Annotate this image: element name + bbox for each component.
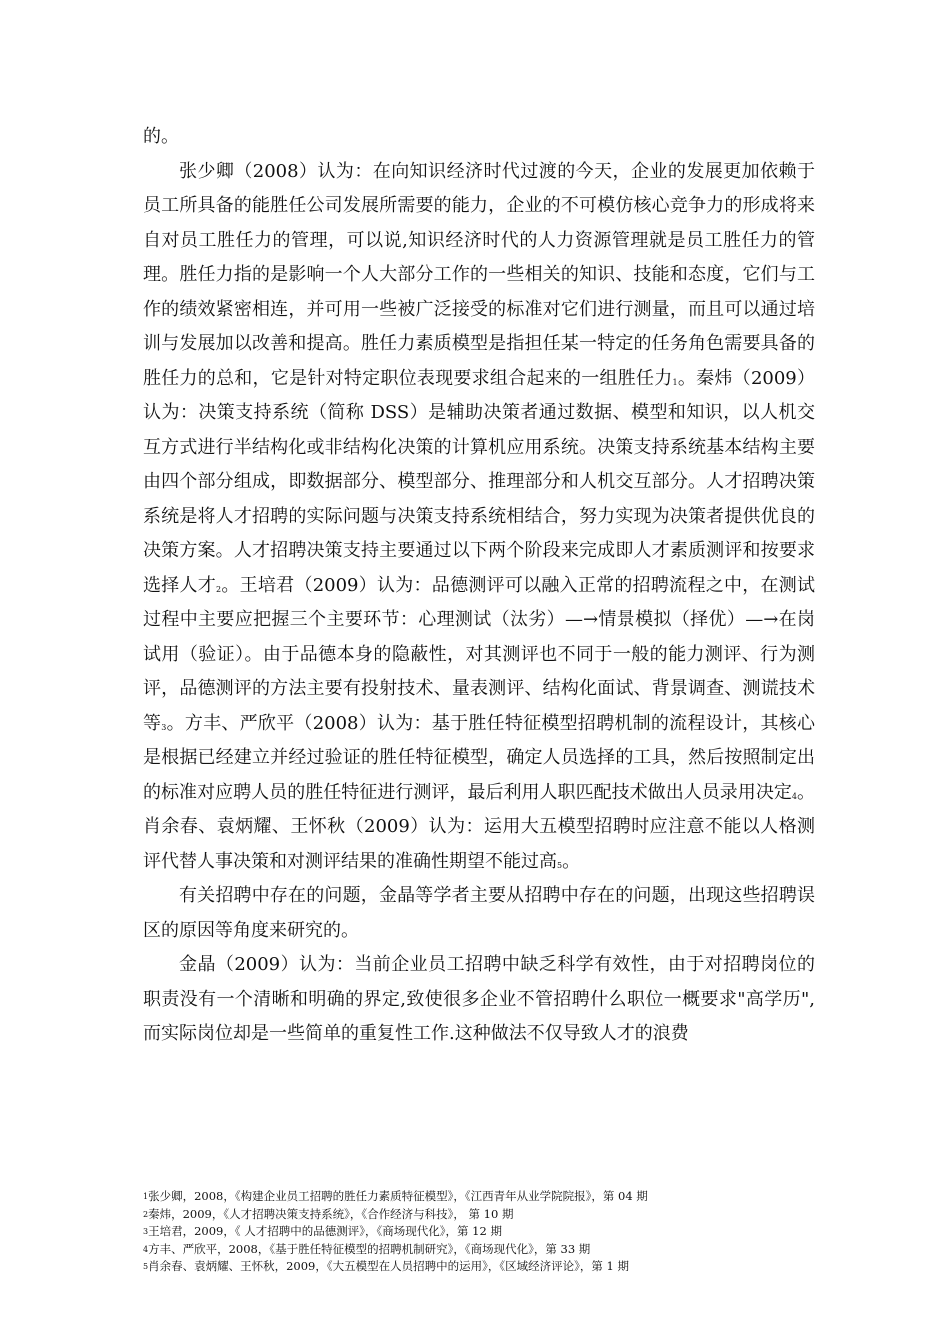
paragraph-problems-intro: 有关招聘中存在的问题，金晶等学者主要从招聘中存在的问题，出现这些招聘误区的原因等角度来研究的。 [143,885,815,941]
text-segment: 。王培君（2009）认为：品德测评可以融入正常的招聘流程之中，在测试过程中主要应把握三个主要环节：心理测试（汰劣）—→情景模拟（择优）—→在岗试用（验证）。由于品德本身的隐蔽性，对其测评也不同于一般的能力测评、行为测评，品德测评的方法主要有投射技术、量表测评、结构化面试、背景调查、测谎技术等 [143,574,816,734]
paragraph-literature-review [143,155,815,880]
footnote-number: 1 [143,1192,149,1201]
footnote-ref-1: 1 [672,377,678,387]
footnote-ref-2: 2 [216,584,222,594]
text-segment: 。方丰、严欣平（2008）认为：基于胜任特征模型招聘机制的流程设计，其核心是根据已经建立并经过验证的胜任特征模型，确定人员选择的工具，然后按照制定出的标准对应聘人员的胜任特征进行测评，最后利用人职匹配技术做出人员录用决定 [143,712,815,803]
text-segment: 。肖余春、袁炳耀、王怀秋（2009）认为：运用大五模型招聘时应注意不能以人格测评代替人事决策和对测评结果的准确性期望不能过高 [143,781,816,872]
footnote-ref-3: 3 [161,722,167,732]
footnote-ref-5: 5 [557,860,563,870]
paragraph-jin-jing: 金晶（2009）认为：当前企业员工招聘中缺乏科学有效性，由于对招聘岗位的职责没有一个清晰和明确的界定,致使很多企业不管招聘什么职位一概要求"高学历",而实际岗位却是一些简单的重复性工作.这种做法不仅导致人才的浪费 [143,954,815,1044]
text-segment: 张少卿（2008）认为：在向知识经济时代过渡的今天，企业的发展更加依赖于员工所具备的能胜任公司发展所需要的能力，企业的不可模仿核心竞争力的形成将来自对员工胜任力的管理，可以说,知识经济时代的人力资源管理就是员工胜任力的管理。胜任力指的是影响一个人大部分工作的一些相关的知识、技能和态度，它们与工作的绩效紧密相连，并可用一些被广泛接受的标准对它们进行测量，而且可以通过培训与发展加以改善和提高。胜任力素质模型是指担任某一特定的任务角色需要具备的胜任力的总和，它是针对特定职位表现要求组合起来的一组胜任力 [143,160,815,389]
text-segment: 。秦炜（2009）认为：决策支持系统（简称 DSS）是辅助决策者通过数据、模型和知识，以人机交互方式进行半结构化或非结构化决策的计算机应用系统。决策支持系统基本结构主要由四个部分组成，即数据部分、模型部分、推理部分和人机交互部分。人才招聘决策系统是将人才招聘的实际问题与决策支持系统相结合，努力实现为决策者提供优良的决策方案。人才招聘决策支持主要通过以下两个阶段来完成即人才素质测评和按要求选择人才 [143,367,816,596]
footnote-number: 4 [143,1244,149,1254]
footnote-text: 王培君，2009，《 人才招聘中的品德测评》，《商场现代化》，第 12 期 [148,1224,502,1239]
footnotes [143,1188,843,1276]
body-text [143,120,815,1052]
paragraph-continuation: 的。 [143,126,179,147]
footnote-number: 2 [143,1209,149,1219]
footnote-3 [143,1223,843,1241]
footnote-text: 张少卿，2008，《构建企业员工招聘的胜任力素质特征模型》，《江西青年从业学院院报》，第 04 期 [148,1189,648,1203]
footnote-2 [143,1206,843,1224]
footnote-5 [143,1258,843,1276]
footnote-1 [143,1188,843,1206]
footnote-number: 5 [143,1262,149,1272]
footnote-ref-4: 4 [791,791,797,801]
footnote-4 [143,1241,843,1259]
footnote-number: 3 [143,1227,149,1237]
footnote-text: 肖余春、袁炳耀、王怀秋，2009，《大五模型在人员招聘中的运用》，《区域经济评论》，第 1 期 [148,1259,629,1274]
text-segment: 。 [562,850,581,872]
footnote-text: 方丰、严欣平，2008，《基于胜任特征模型的招聘机制研究》，《商场现代化》，第 33 期 [148,1241,591,1256]
footnote-text: 秦炜，2009，《人才招聘决策支持系统》，《合作经济与科技》， 第 10 期 [148,1206,514,1221]
